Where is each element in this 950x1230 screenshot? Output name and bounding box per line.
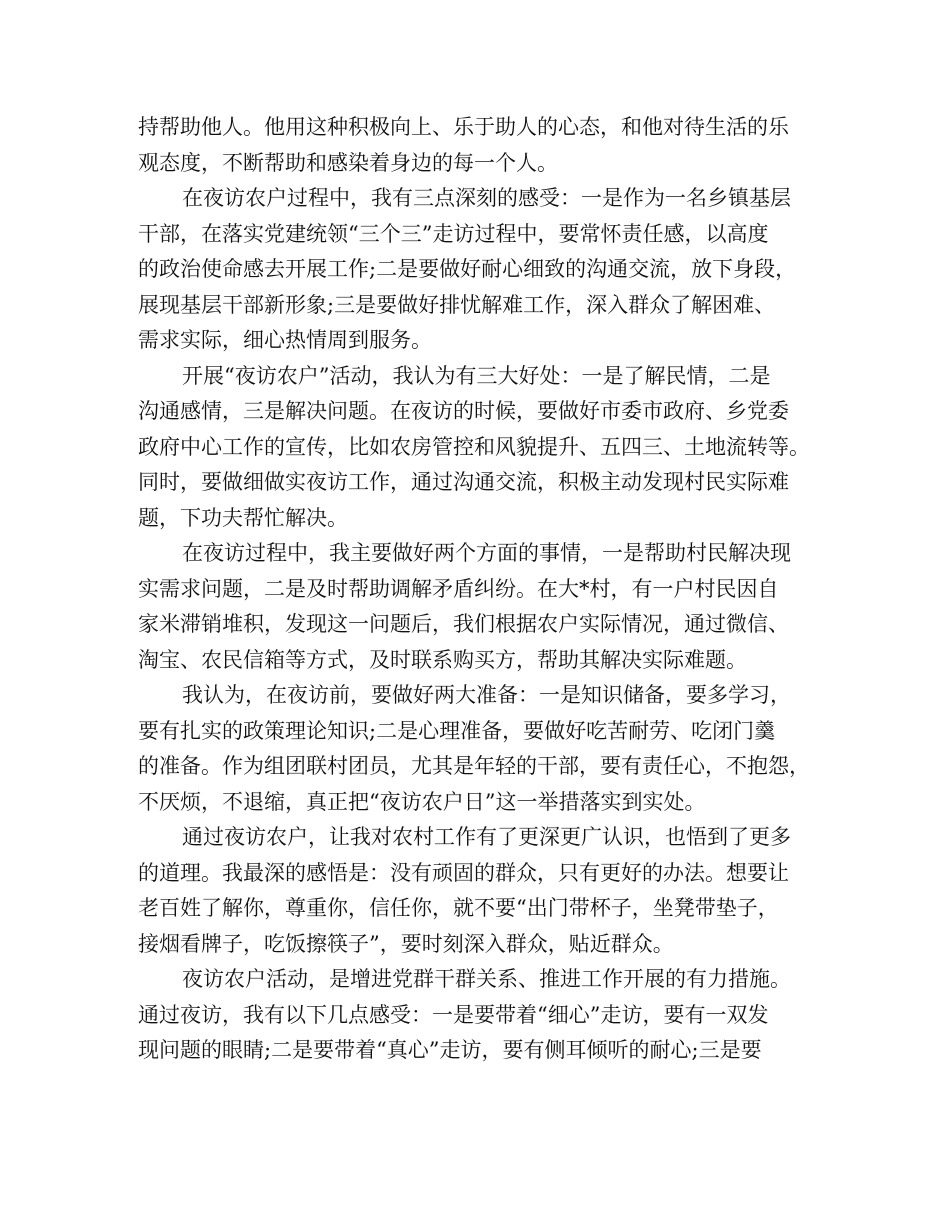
text-line: 接烟看牌子，吃饭擦筷子”，要时刻深入群众，贴近群众。	[138, 931, 674, 956]
paragraph-first-line: 夜访农户活动，是增进党群干群关系、推进工作开展的有力措施。	[182, 967, 791, 991]
paragraph-first-line: 通过夜访农户，让我对农村工作有了更深更广认识，也悟到了更多	[182, 825, 791, 849]
text-line: 需求实际，细心热情周到服务。	[138, 328, 432, 352]
text-line: 政府中心工作的宣传，比如农房管控和风貌提升、五四三、土地流转等。	[138, 434, 810, 459]
text-line: 的准备。作为组团联村团员，尤其是年轻的干部，要有责任心，不抱怨，	[138, 754, 810, 778]
paragraph-first-line: 开展“夜访农户”活动，我认为有三大好处：一是了解民情，二是	[182, 363, 771, 388]
text-line: 家米滞销堆积，发现这一问题后，我们根据农户实际情况，通过微信、	[138, 612, 789, 636]
text-line: 要有扎实的政策理论知识;二是心理准备，要做好吃苦耐劳、吃闭门羹	[138, 718, 776, 743]
text-line: 通过夜访，我有以下几点感受：一是要带着“细心”走访，要有一双发	[138, 1002, 769, 1027]
text-line: 同时，要做细做实夜访工作，通过沟通交流，积极主动发现村民实际难	[138, 470, 789, 494]
paragraph-first-line: 我认为，在夜访前，要做好两大准备：一是知识储备，要多学习，	[182, 683, 791, 707]
paragraph-first-line: 在夜访过程中，我主要做好两个方面的事情，一是帮助村民解决现	[182, 541, 791, 565]
text-line: 淘宝、农民信箱等方式，及时联系购买方，帮助其解决实际难题。	[138, 647, 747, 672]
text-line: 沟通感情，三是解决问题。在夜访的时候，要做好市委市政府、乡党委	[138, 399, 789, 423]
text-line: 干部，在落实党建统领“三个三”走访过程中，要常怀责任感，以高度	[138, 221, 769, 246]
text-line: 的道理。我最深的感悟是：没有顽固的群众，只有更好的办法。想要让	[138, 860, 789, 885]
text-line: 不厌烦，不退缩，真正把“夜访农户日”这一举措落实到实处。	[138, 789, 706, 814]
paragraph-first-line: 在夜访农户过程中，我有三点深刻的感受：一是作为一名乡镇基层	[182, 186, 791, 210]
body-text	[138, 110, 828, 1069]
text-line: 题，下功夫帮忙解决。	[138, 505, 348, 530]
text-line: 持帮助他人。他用这种积极向上、乐于助人的心态，和他对待生活的乐	[138, 115, 789, 139]
text-line: 展现基层干部新形象;三是要做好排忧解难工作，深入群众了解困难、	[138, 292, 776, 317]
text-line: 观态度，不断帮助和感染着身边的每一个人。	[138, 150, 558, 175]
text-line: 实需求问题，二是及时帮助调解矛盾纠纷。在大*村，有一户村民因自	[138, 576, 779, 601]
text-line: 老百姓了解你，尊重你，信任你，就不要“出门带杯子，坐凳带垫子，	[138, 896, 779, 920]
text-line: 现问题的眼睛;二是要带着“真心”走访，要有侧耳倾听的耐心;三是要	[138, 1038, 762, 1062]
text-line: 的政治使命感去开展工作;二是要做好耐心细致的沟通交流，放下身段，	[138, 257, 797, 281]
